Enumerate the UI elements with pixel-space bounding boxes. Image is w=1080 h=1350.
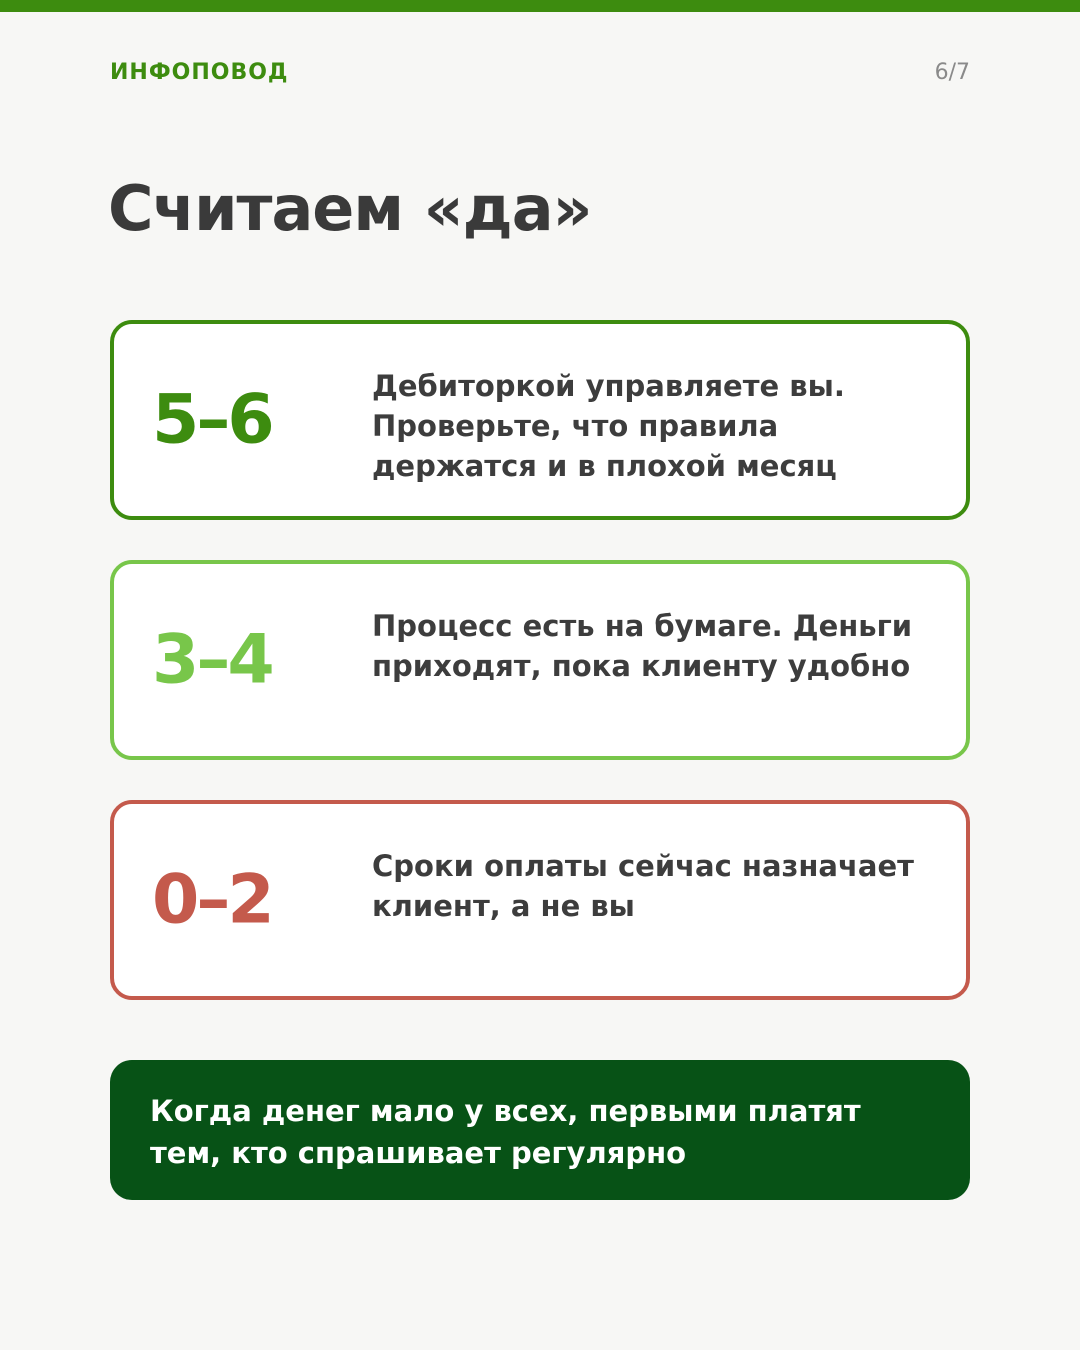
score-description: Дебиторкой управляете вы. Проверьте, что правила держатся и в плохой месяц	[372, 369, 845, 483]
brand-label: ИНФОПОВОД	[110, 60, 289, 85]
score-range: 3–4	[152, 620, 272, 700]
top-accent-bar	[0, 0, 1080, 12]
score-description: Сроки оплаты сейчас назначает клиент, а не вы	[372, 849, 914, 923]
conclusion-text: Когда денег мало у всех, первыми платят тем, кто спрашивает регулярно	[150, 1094, 861, 1170]
score-card-low	[110, 800, 970, 1000]
score-card-high	[110, 320, 970, 520]
score-range: 5–6	[152, 380, 272, 460]
score-range: 0–2	[152, 860, 272, 940]
score-description: Процесс есть на бумаге. Деньги приходят, пока клиенту удобно	[372, 609, 913, 683]
score-card-medium	[110, 560, 970, 760]
page-indicator: 6/7	[934, 60, 970, 85]
conclusion-box	[110, 1060, 970, 1200]
page-title: Считаем «да»	[108, 172, 592, 245]
